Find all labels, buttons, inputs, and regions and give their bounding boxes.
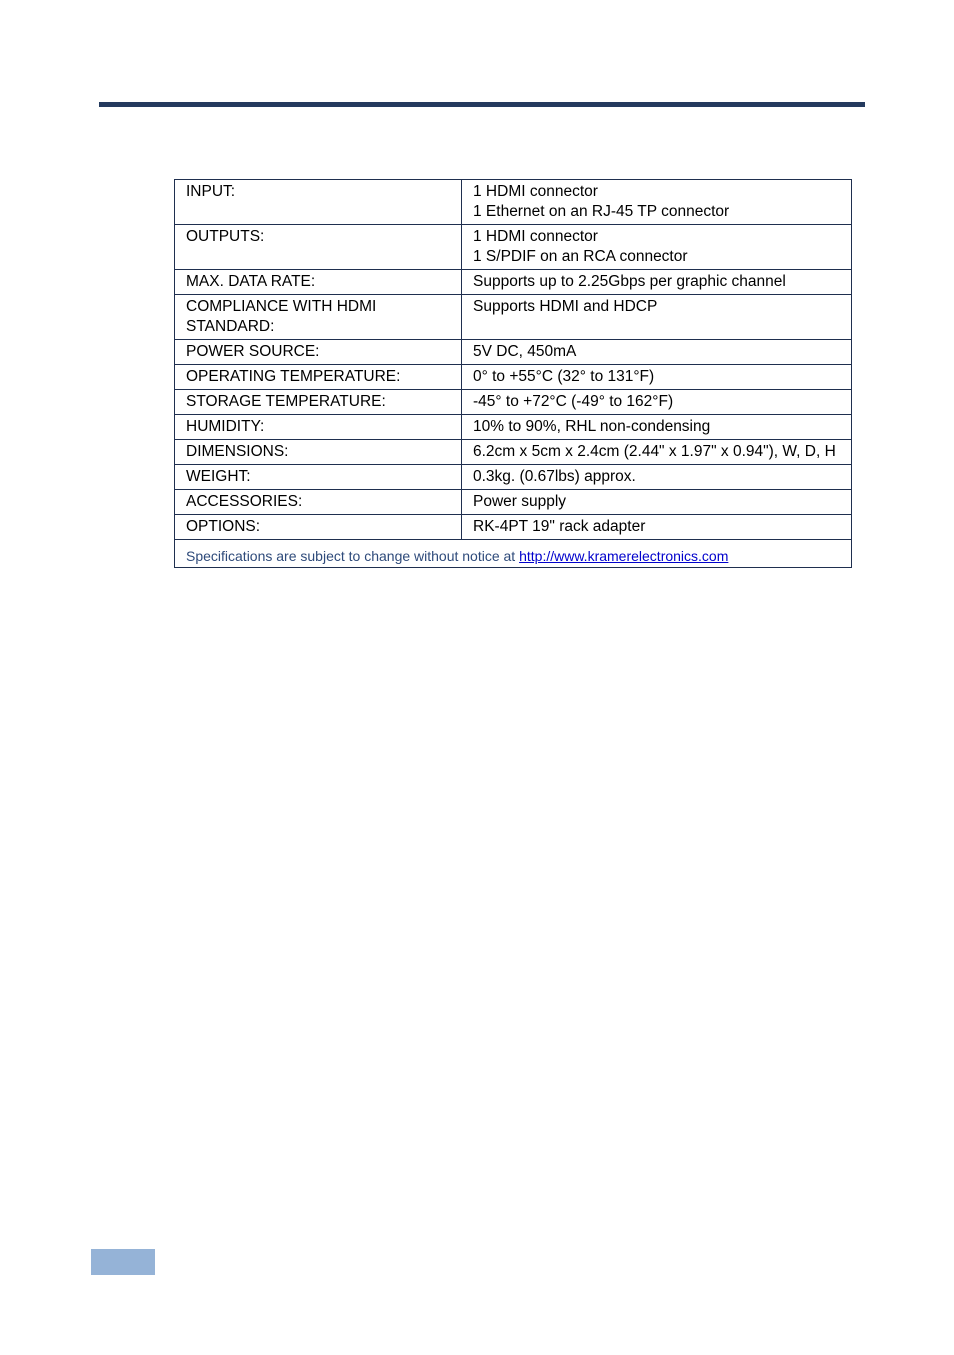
spec-label: OUTPUTS: (175, 225, 462, 270)
spec-footnote (175, 540, 852, 568)
spec-label: OPERATING TEMPERATURE: (175, 365, 462, 390)
spec-row-operating-temperature (175, 365, 852, 390)
spec-row-humidity (175, 415, 852, 440)
spec-value (462, 415, 852, 440)
spec-value-line: 1 HDMI connector (473, 183, 598, 200)
spec-label: STORAGE TEMPERATURE: (175, 390, 462, 415)
spec-value-line: -45° to +72°C (-49° to 162°F) (473, 393, 674, 410)
specifications-table (174, 179, 852, 568)
spec-value-line: 0.3kg. (0.67lbs) approx. (473, 468, 636, 485)
spec-row-power-source (175, 340, 852, 365)
spec-label: POWER SOURCE: (175, 340, 462, 365)
spec-row-outputs (175, 225, 852, 270)
spec-row-dimensions (175, 440, 852, 465)
page-number-tab (91, 1249, 155, 1275)
spec-label: INPUT: (175, 180, 462, 225)
spec-label: ACCESSORIES: (175, 490, 462, 515)
spec-value-line: 1 HDMI connector (473, 228, 598, 245)
spec-value-line: 0° to +55°C (32° to 131°F) (473, 368, 655, 385)
spec-label: OPTIONS: (175, 515, 462, 540)
spec-label: HUMIDITY: (175, 415, 462, 440)
spec-value (462, 515, 852, 540)
spec-label: DIMENSIONS: (175, 440, 462, 465)
spec-row-storage-temperature (175, 390, 852, 415)
spec-value-line: 1 S/PDIF on an RCA connector (473, 248, 688, 265)
spec-value (462, 295, 852, 340)
spec-label: MAX. DATA RATE: (175, 270, 462, 295)
spec-value (462, 225, 852, 270)
spec-row-accessories (175, 490, 852, 515)
spec-value-line: RK-4PT 19" rack adapter (473, 518, 646, 535)
spec-label: COMPLIANCE WITH HDMI STANDARD: (175, 295, 462, 340)
spec-row-options (175, 515, 852, 540)
footnote-text: Specifications are subject to change without notice at (186, 548, 520, 564)
header-rule (99, 102, 865, 107)
spec-footnote-row (175, 540, 852, 568)
spec-value-line: 5V DC, 450mA (473, 343, 577, 360)
spec-value-line: 6.2cm x 5cm x 2.4cm (2.44" x 1.97" x 0.94"), W, D, H (473, 443, 836, 460)
spec-value-line: Supports HDMI and HDCP (473, 298, 658, 315)
spec-value-line: 1 Ethernet on an RJ-45 TP connector (473, 203, 730, 220)
spec-row-weight (175, 465, 852, 490)
spec-value (462, 365, 852, 390)
spec-row-input (175, 180, 852, 225)
spec-value-line: Power supply (473, 493, 567, 510)
spec-value-line: 10% to 90%, RHL non-condensing (473, 418, 711, 435)
spec-label: WEIGHT: (175, 465, 462, 490)
spec-value (462, 390, 852, 415)
spec-value (462, 490, 852, 515)
spec-value-line: Supports up to 2.25Gbps per graphic channel (473, 273, 786, 290)
spec-value (462, 180, 852, 225)
spec-row-max-data-rate (175, 270, 852, 295)
spec-value (462, 270, 852, 295)
specifications-body (175, 180, 852, 568)
spec-value (462, 440, 852, 465)
spec-value (462, 465, 852, 490)
spec-value (462, 340, 852, 365)
spec-row-compliance (175, 295, 852, 340)
manufacturer-link[interactable]: http://www.kramerelectronics.com (519, 548, 729, 564)
